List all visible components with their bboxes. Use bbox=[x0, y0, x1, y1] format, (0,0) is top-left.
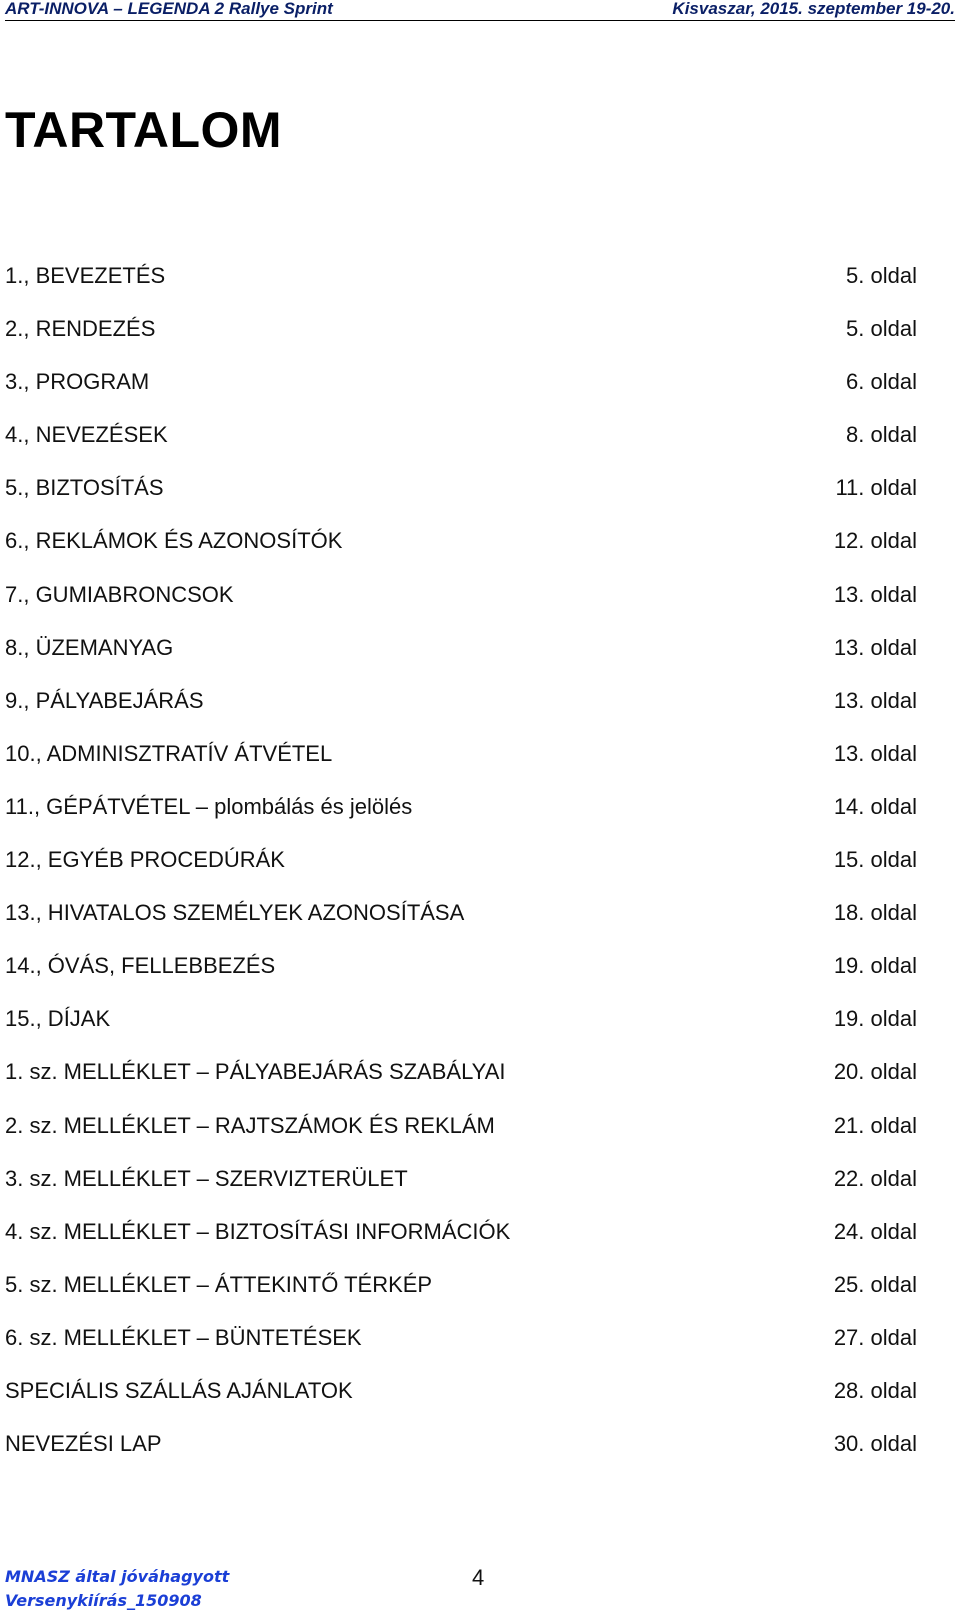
toc-entry-label: 12., EGYÉB PROCEDÚRÁK bbox=[5, 847, 285, 873]
toc-entry-label: 4., NEVEZÉSEK bbox=[5, 422, 168, 448]
toc-entry-page: 22. oldal bbox=[833, 1165, 917, 1191]
page-header bbox=[5, 0, 955, 21]
toc-entry bbox=[0, 369, 960, 422]
toc-entry bbox=[0, 1059, 960, 1112]
page-title: TARTALOM bbox=[5, 102, 283, 158]
toc-entry-label: 8., ÜZEMANYAG bbox=[5, 634, 174, 660]
header-date-location: Kisvaszar, 2015. szeptember 19-20. bbox=[672, 0, 955, 18]
toc-entry-page: 5. oldal bbox=[846, 263, 917, 288]
toc-entry bbox=[0, 1378, 960, 1431]
toc-entry-label: 5., BIZTOSÍTÁS bbox=[5, 475, 164, 501]
header-event-title: ART-INNOVA – LEGENDA 2 Rallye Sprint bbox=[5, 0, 333, 18]
toc-entry-label: 4. sz. MELLÉKLET – BIZTOSÍTÁSI INFORMÁCIÓK bbox=[5, 1218, 511, 1244]
toc-entry bbox=[0, 582, 960, 635]
toc-entry-page: 12. oldal bbox=[833, 528, 917, 554]
toc-entry-label: 6., REKLÁMOK ÉS AZONOSÍTÓK bbox=[5, 528, 343, 554]
page-number: 4 bbox=[472, 1565, 485, 1590]
toc-entry-page: 15. oldal bbox=[833, 847, 917, 873]
toc-entry-page: 11. oldal bbox=[835, 475, 917, 501]
toc-entry bbox=[0, 1006, 960, 1059]
toc-entry-page: 24. oldal bbox=[833, 1218, 917, 1244]
toc-entry bbox=[0, 1219, 960, 1272]
toc-entry bbox=[0, 316, 960, 369]
toc-entry-label: 1. sz. MELLÉKLET – PÁLYABEJÁRÁS SZABÁLYAI bbox=[5, 1059, 506, 1085]
toc-entry-page: 19. oldal bbox=[833, 953, 917, 979]
toc-entry-label: 10., ADMINISZTRATÍV ÁTVÉTEL bbox=[5, 740, 333, 766]
toc-entry bbox=[0, 953, 960, 1006]
footer-document-id: Versenykiírás_150908 bbox=[5, 1591, 202, 1610]
toc-entry-label: 3. sz. MELLÉKLET – SZERVIZTERÜLET bbox=[5, 1165, 408, 1191]
toc-entry-label: 15., DÍJAK bbox=[5, 1006, 111, 1032]
toc-entry-page: 14. oldal bbox=[833, 793, 917, 819]
toc-entry-label: 14., ÓVÁS, FELLEBBEZÉS bbox=[5, 953, 276, 979]
toc-entry-page: 27. oldal bbox=[833, 1324, 917, 1350]
toc-entry-page: 28. oldal bbox=[833, 1377, 917, 1403]
toc-entry-label: 6. sz. MELLÉKLET – BÜNTETÉSEK bbox=[5, 1324, 362, 1350]
toc-entry-page: 13. oldal bbox=[833, 687, 917, 713]
toc-entry-page: 8. oldal bbox=[846, 422, 917, 448]
toc-entry bbox=[0, 688, 960, 741]
toc-entry-page: 21. oldal bbox=[833, 1112, 917, 1138]
toc-entry-page: 13. oldal bbox=[833, 634, 917, 660]
toc-entry-page: 18. oldal bbox=[833, 900, 917, 926]
toc-entry-label: 11., GÉPÁTVÉTEL – plombálás és jelölés bbox=[5, 793, 413, 819]
toc-entry bbox=[0, 475, 960, 528]
toc-entry-label: 5. sz. MELLÉKLET – ÁTTEKINTŐ TÉRKÉP bbox=[5, 1271, 433, 1297]
toc-entry bbox=[0, 900, 960, 953]
toc-entry-label: 9., PÁLYABEJÁRÁS bbox=[5, 687, 204, 713]
toc-entry-page: 20. oldal bbox=[833, 1059, 917, 1085]
toc-entry-page: 30. oldal bbox=[833, 1431, 917, 1457]
toc-entry-label: 2. sz. MELLÉKLET – RAJTSZÁMOK ÉS REKLÁM bbox=[5, 1112, 495, 1138]
toc-entry bbox=[0, 847, 960, 900]
footer-approval bbox=[5, 1565, 229, 1613]
toc-entry bbox=[0, 794, 960, 847]
toc-entry-label: 7., GUMIABRONCSOK bbox=[5, 581, 234, 607]
toc-entry-label: 2., RENDEZÉS bbox=[5, 316, 156, 342]
toc-entry-page: 5. oldal bbox=[846, 316, 917, 342]
toc-entry bbox=[0, 263, 960, 316]
toc-entry bbox=[0, 1325, 960, 1378]
footer-approval-line: MNASZ által jóváhagyott bbox=[5, 1567, 230, 1586]
table-of-contents bbox=[0, 263, 960, 1484]
toc-entry-page: 25. oldal bbox=[833, 1271, 917, 1297]
toc-entry bbox=[0, 1431, 960, 1484]
toc-entry bbox=[0, 1272, 960, 1325]
toc-entry-page: 6. oldal bbox=[846, 369, 917, 395]
toc-entry bbox=[0, 635, 960, 688]
toc-entry bbox=[0, 741, 960, 794]
toc-entry bbox=[0, 1166, 960, 1219]
toc-entry-label: NEVEZÉSI LAP bbox=[5, 1431, 162, 1457]
toc-entry bbox=[0, 422, 960, 475]
toc-entry-label: 1., BEVEZETÉS bbox=[5, 263, 166, 288]
toc-entry-page: 13. oldal bbox=[833, 740, 917, 766]
toc-entry-page: 13. oldal bbox=[833, 581, 917, 607]
toc-entry bbox=[0, 528, 960, 581]
toc-entry-page: 19. oldal bbox=[833, 1006, 917, 1032]
toc-entry-label: 3., PROGRAM bbox=[5, 369, 150, 395]
toc-entry bbox=[0, 1113, 960, 1166]
toc-entry-label: 13., HIVATALOS SZEMÉLYEK AZONOSÍTÁSA bbox=[5, 900, 465, 926]
toc-entry-label: SPECIÁLIS SZÁLLÁS AJÁNLATOK bbox=[5, 1377, 353, 1403]
